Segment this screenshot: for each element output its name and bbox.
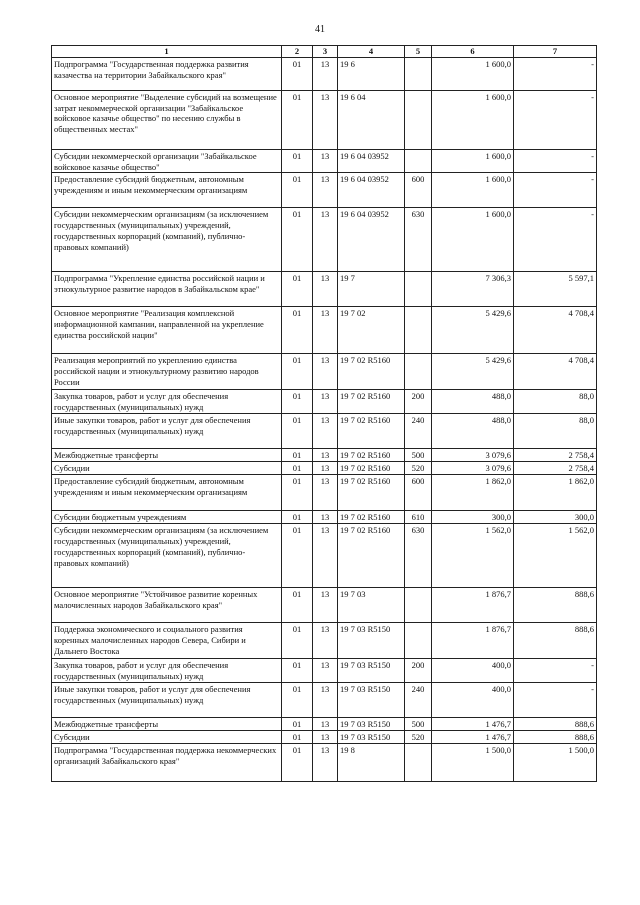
table-row xyxy=(52,588,597,623)
table-row xyxy=(52,208,597,272)
row-rz: 01 xyxy=(282,208,313,272)
table-row xyxy=(52,718,597,731)
row-kcsr: 19 6 04 03952 xyxy=(338,208,405,272)
row-sum1: 3 079,6 xyxy=(432,449,514,462)
row-name: Субсидии некоммерческой организации "Забайкальское войсковое казачье общество" xyxy=(52,149,282,173)
row-sum2: 2 758,4 xyxy=(514,449,597,462)
row-name: Предоставление субсидий бюджетным, автономным учреждениям и иным некоммерческим организациям xyxy=(52,173,282,208)
row-name: Иные закупки товаров, работ и услуг для обеспечения государственных (муниципальных) нужд xyxy=(52,683,282,718)
row-sum2: - xyxy=(514,149,597,173)
row-pr: 13 xyxy=(313,90,338,149)
row-kcsr: 19 7 xyxy=(338,272,405,307)
row-sum2: 88,0 xyxy=(514,390,597,414)
row-rz: 01 xyxy=(282,462,313,475)
row-name: Предоставление субсидий бюджетным, автономным учреждениям и иным некоммерческим организациям xyxy=(52,475,282,511)
table-row xyxy=(52,390,597,414)
row-rz: 01 xyxy=(282,414,313,449)
col-header-sum1: 6 xyxy=(432,46,514,58)
row-kcsr: 19 7 02 R5160 xyxy=(338,449,405,462)
row-pr: 13 xyxy=(313,149,338,173)
row-sum1: 1 562,0 xyxy=(432,524,514,588)
page-number: 41 xyxy=(315,24,325,35)
row-vr xyxy=(405,588,432,623)
row-pr: 13 xyxy=(313,390,338,414)
row-sum2: - xyxy=(514,57,597,90)
row-vr: 200 xyxy=(405,659,432,683)
table-row xyxy=(52,354,597,390)
row-name: Подпрограмма "Государственная поддержка развития казачества на территории Забайкальского края" xyxy=(52,57,282,90)
row-kcsr: 19 7 03 xyxy=(338,588,405,623)
row-rz: 01 xyxy=(282,683,313,718)
table-row xyxy=(52,90,597,149)
row-vr: 240 xyxy=(405,414,432,449)
row-pr: 13 xyxy=(313,731,338,744)
row-rz: 01 xyxy=(282,90,313,149)
row-pr: 13 xyxy=(313,462,338,475)
table-row xyxy=(52,744,597,782)
row-vr: 600 xyxy=(405,475,432,511)
col-header-vr: 5 xyxy=(405,46,432,58)
row-pr: 13 xyxy=(313,588,338,623)
row-pr: 13 xyxy=(313,414,338,449)
col-header-kcsr: 4 xyxy=(338,46,405,58)
row-kcsr: 19 7 03 R5150 xyxy=(338,623,405,659)
row-vr: 630 xyxy=(405,208,432,272)
row-sum2: - xyxy=(514,208,597,272)
row-kcsr: 19 6 04 xyxy=(338,90,405,149)
col-header-pr: 3 xyxy=(313,46,338,58)
row-kcsr: 19 7 02 R5160 xyxy=(338,475,405,511)
row-kcsr: 19 7 03 R5150 xyxy=(338,718,405,731)
row-sum1: 488,0 xyxy=(432,390,514,414)
row-pr: 13 xyxy=(313,272,338,307)
col-header-rz: 2 xyxy=(282,46,313,58)
row-name: Основное мероприятие "Реализация комплексной информационной кампании, направленной на укрепление единства российской нации" xyxy=(52,307,282,354)
row-kcsr: 19 6 xyxy=(338,57,405,90)
row-rz: 01 xyxy=(282,524,313,588)
row-name: Межбюджетные трансферты xyxy=(52,718,282,731)
row-sum1: 1 600,0 xyxy=(432,149,514,173)
row-sum2: 300,0 xyxy=(514,511,597,524)
row-sum2: 1 562,0 xyxy=(514,524,597,588)
row-name: Подпрограмма "Укрепление единства российской нации и этнокультурное развитие народов в Забайкальском крае" xyxy=(52,272,282,307)
row-rz: 01 xyxy=(282,390,313,414)
row-rz: 01 xyxy=(282,744,313,782)
row-kcsr: 19 7 02 R5160 xyxy=(338,462,405,475)
row-vr: 610 xyxy=(405,511,432,524)
row-name: Закупка товаров, работ и услуг для обеспечения государственных (муниципальных) нужд xyxy=(52,390,282,414)
row-pr: 13 xyxy=(313,744,338,782)
table-row xyxy=(52,659,597,683)
row-sum1: 1 862,0 xyxy=(432,475,514,511)
row-vr xyxy=(405,623,432,659)
row-sum2: 888,6 xyxy=(514,731,597,744)
row-sum1: 1 476,7 xyxy=(432,731,514,744)
row-kcsr: 19 7 03 R5150 xyxy=(338,731,405,744)
row-sum1: 1 500,0 xyxy=(432,744,514,782)
table-row xyxy=(52,683,597,718)
row-pr: 13 xyxy=(313,659,338,683)
table-row xyxy=(52,449,597,462)
row-vr: 240 xyxy=(405,683,432,718)
row-sum2: 88,0 xyxy=(514,414,597,449)
row-pr: 13 xyxy=(313,511,338,524)
row-pr: 13 xyxy=(313,475,338,511)
header-row xyxy=(52,46,597,58)
row-sum1: 488,0 xyxy=(432,414,514,449)
row-kcsr: 19 7 02 R5160 xyxy=(338,524,405,588)
row-sum2: 888,6 xyxy=(514,588,597,623)
row-sum1: 3 079,6 xyxy=(432,462,514,475)
row-pr: 13 xyxy=(313,718,338,731)
row-pr: 13 xyxy=(313,208,338,272)
row-name: Реализация мероприятий по укреплению единства российской нации и этнокультурному развитию народов России xyxy=(52,354,282,390)
row-sum1: 5 429,6 xyxy=(432,307,514,354)
row-name: Закупка товаров, работ и услуг для обеспечения государственных (муниципальных) нужд xyxy=(52,659,282,683)
table-row xyxy=(52,462,597,475)
row-pr: 13 xyxy=(313,354,338,390)
table-row xyxy=(52,149,597,173)
row-sum2: - xyxy=(514,683,597,718)
row-sum1: 400,0 xyxy=(432,659,514,683)
table-row xyxy=(52,475,597,511)
row-kcsr: 19 6 04 03952 xyxy=(338,149,405,173)
row-sum1: 1 600,0 xyxy=(432,90,514,149)
row-rz: 01 xyxy=(282,354,313,390)
row-vr xyxy=(405,149,432,173)
row-sum1: 1 876,7 xyxy=(432,588,514,623)
row-vr xyxy=(405,744,432,782)
row-name: Субсидии xyxy=(52,462,282,475)
row-vr: 500 xyxy=(405,449,432,462)
row-sum2: 5 597,1 xyxy=(514,272,597,307)
row-pr: 13 xyxy=(313,623,338,659)
row-vr: 520 xyxy=(405,731,432,744)
row-sum1: 1 600,0 xyxy=(432,173,514,208)
row-sum2: - xyxy=(514,659,597,683)
row-rz: 01 xyxy=(282,272,313,307)
row-sum2: - xyxy=(514,90,597,149)
col-header-sum2: 7 xyxy=(514,46,597,58)
row-vr xyxy=(405,90,432,149)
row-sum1: 1 476,7 xyxy=(432,718,514,731)
row-sum1: 400,0 xyxy=(432,683,514,718)
table-row xyxy=(52,524,597,588)
budget-table xyxy=(51,45,597,782)
table-row xyxy=(52,57,597,90)
row-rz: 01 xyxy=(282,731,313,744)
row-sum1: 1 600,0 xyxy=(432,57,514,90)
row-pr: 13 xyxy=(313,449,338,462)
row-sum1: 1 600,0 xyxy=(432,208,514,272)
row-vr: 500 xyxy=(405,718,432,731)
row-rz: 01 xyxy=(282,588,313,623)
row-vr: 630 xyxy=(405,524,432,588)
row-name: Подпрограмма "Государственная поддержка некоммерческих организаций Забайкальского края" xyxy=(52,744,282,782)
row-vr xyxy=(405,307,432,354)
col-header-name: 1 xyxy=(52,46,282,58)
row-rz: 01 xyxy=(282,511,313,524)
row-kcsr: 19 7 02 R5160 xyxy=(338,390,405,414)
row-name: Основное мероприятие "Устойчивое развитие коренных малочисленных народов Забайкальского края" xyxy=(52,588,282,623)
row-sum2: 888,6 xyxy=(514,623,597,659)
row-sum2: 1 500,0 xyxy=(514,744,597,782)
row-kcsr: 19 7 02 R5160 xyxy=(338,414,405,449)
row-name: Субсидии бюджетным учреждениям xyxy=(52,511,282,524)
row-rz: 01 xyxy=(282,173,313,208)
table-row xyxy=(52,272,597,307)
row-rz: 01 xyxy=(282,149,313,173)
row-sum1: 300,0 xyxy=(432,511,514,524)
row-sum2: 1 862,0 xyxy=(514,475,597,511)
row-rz: 01 xyxy=(282,718,313,731)
row-sum1: 7 306,3 xyxy=(432,272,514,307)
row-sum2: 4 708,4 xyxy=(514,354,597,390)
row-rz: 01 xyxy=(282,623,313,659)
row-name: Поддержка экономического и социального развития коренных малочисленных народов Севера, Сибири и Дальнего Востока xyxy=(52,623,282,659)
row-rz: 01 xyxy=(282,449,313,462)
row-name: Межбюджетные трансферты xyxy=(52,449,282,462)
row-pr: 13 xyxy=(313,524,338,588)
row-name: Субсидии xyxy=(52,731,282,744)
row-pr: 13 xyxy=(313,683,338,718)
row-vr xyxy=(405,57,432,90)
row-vr xyxy=(405,272,432,307)
row-sum2: 2 758,4 xyxy=(514,462,597,475)
row-sum2: 4 708,4 xyxy=(514,307,597,354)
row-vr: 600 xyxy=(405,173,432,208)
row-pr: 13 xyxy=(313,307,338,354)
table-row xyxy=(52,173,597,208)
row-kcsr: 19 7 03 R5150 xyxy=(338,659,405,683)
table-row xyxy=(52,731,597,744)
row-name: Субсидии некоммерческим организациям (за исключением государственных (муниципальных) учреждений, государственных корпораций (компаний), публично-правовых компаний) xyxy=(52,524,282,588)
table-row xyxy=(52,623,597,659)
row-kcsr: 19 7 02 R5160 xyxy=(338,354,405,390)
row-sum1: 5 429,6 xyxy=(432,354,514,390)
row-name: Основное мероприятие "Выделение субсидий на возмещение затрат некоммерческой организации "Забайкальское войсковое казачье общество" по несению службы в общественных местах" xyxy=(52,90,282,149)
row-name: Иные закупки товаров, работ и услуг для обеспечения государственных (муниципальных) нужд xyxy=(52,414,282,449)
table-row xyxy=(52,511,597,524)
row-name: Субсидии некоммерческим организациям (за исключением государственных (муниципальных) учреждений, государственных корпораций (компаний), публично-правовых компаний) xyxy=(52,208,282,272)
row-pr: 13 xyxy=(313,57,338,90)
table-row xyxy=(52,307,597,354)
row-sum2: 888,6 xyxy=(514,718,597,731)
row-kcsr: 19 6 04 03952 xyxy=(338,173,405,208)
row-vr xyxy=(405,354,432,390)
row-rz: 01 xyxy=(282,475,313,511)
row-vr: 520 xyxy=(405,462,432,475)
row-pr: 13 xyxy=(313,173,338,208)
row-kcsr: 19 7 02 xyxy=(338,307,405,354)
row-rz: 01 xyxy=(282,659,313,683)
row-sum2: - xyxy=(514,173,597,208)
row-kcsr: 19 7 03 R5150 xyxy=(338,683,405,718)
row-vr: 200 xyxy=(405,390,432,414)
row-kcsr: 19 8 xyxy=(338,744,405,782)
row-rz: 01 xyxy=(282,307,313,354)
row-kcsr: 19 7 02 R5160 xyxy=(338,511,405,524)
table-body xyxy=(52,57,597,782)
row-sum1: 1 876,7 xyxy=(432,623,514,659)
table-row xyxy=(52,414,597,449)
row-rz: 01 xyxy=(282,57,313,90)
